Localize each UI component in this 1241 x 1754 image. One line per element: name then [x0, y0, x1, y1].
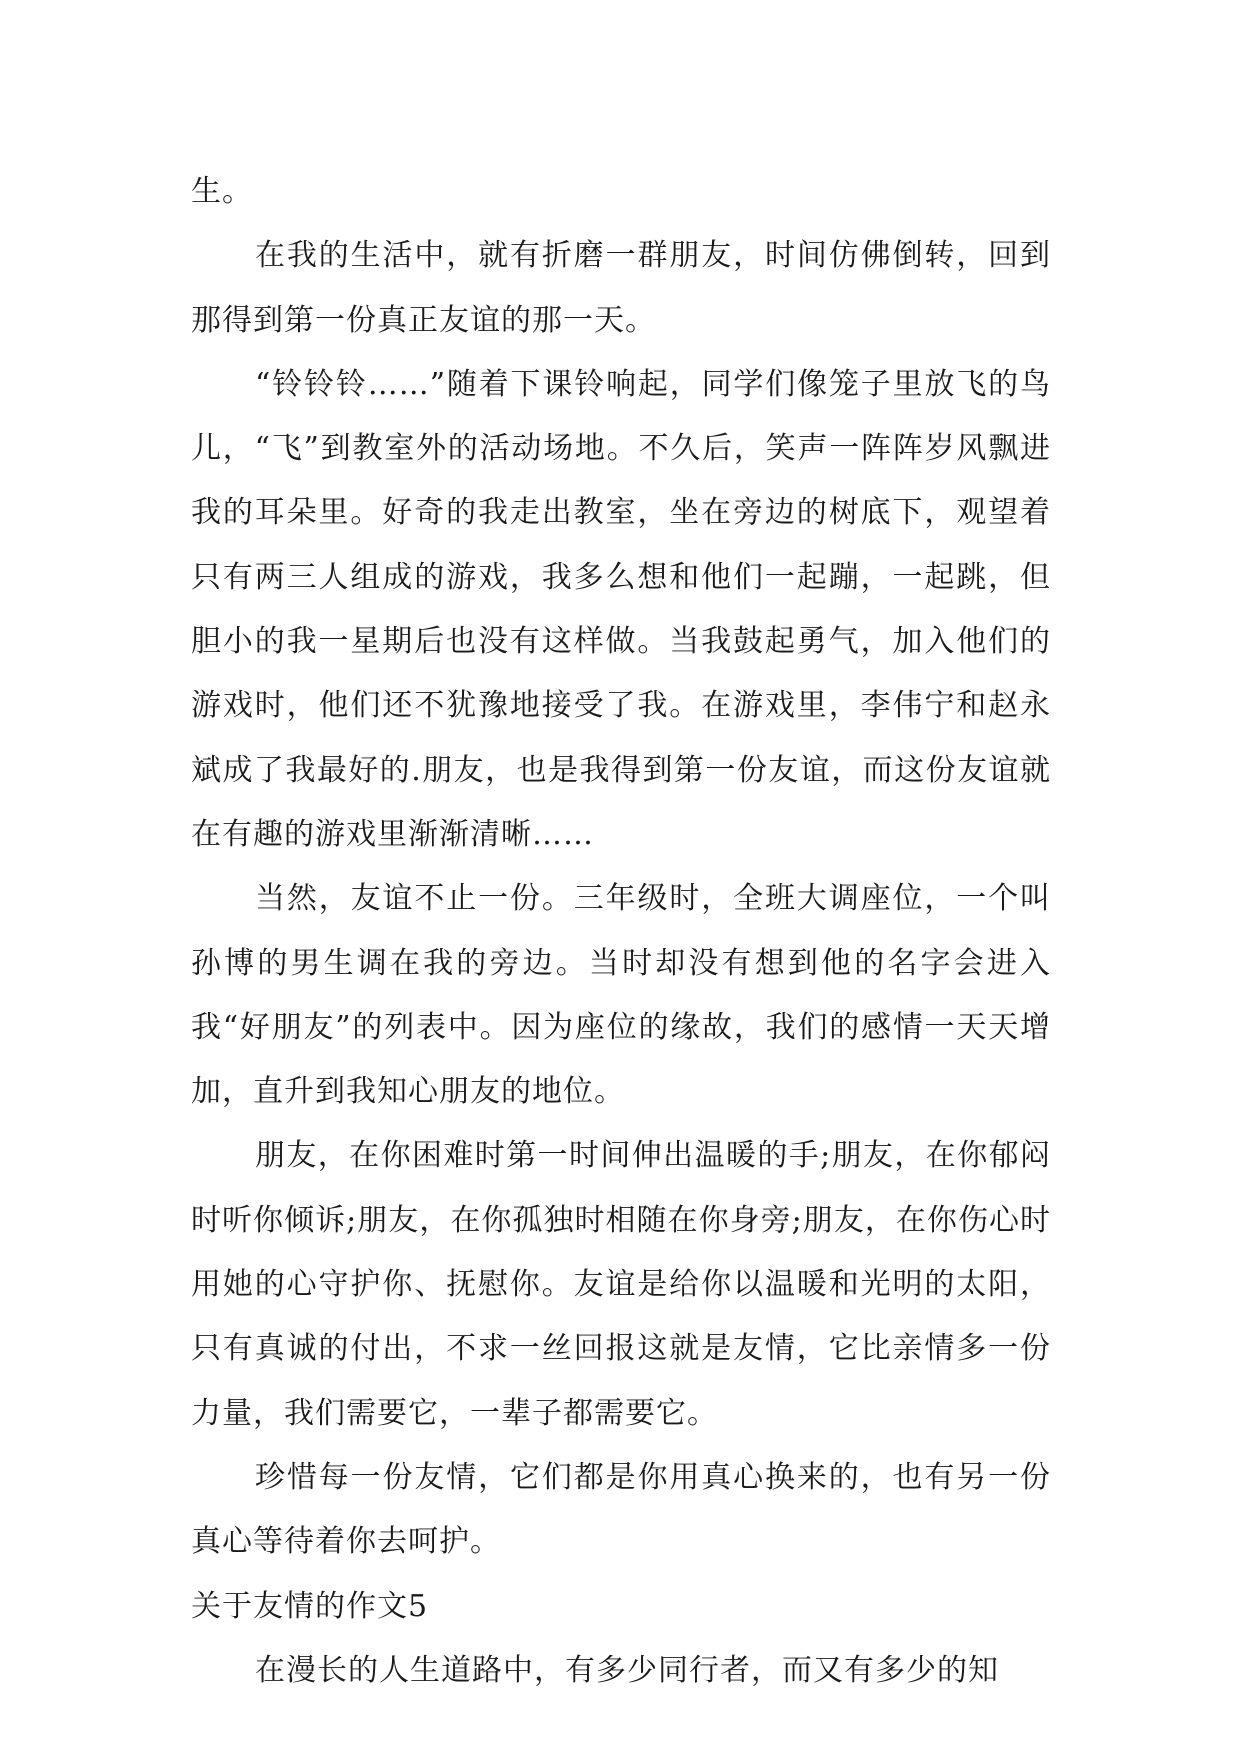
paragraph-5: 朋友，在你困难时第一时间伸出温暖的手;朋友，在你郁闷时听你倾诉;朋友，在你孤独时相随在你身旁;朋友，在你伤心时用她的心守护你、抚慰你。友谊是给你以温暖和光明的太阳，只有真诚的付出，不求一丝回报这就是友情，它比亲情多一份力量，我们需要它，一辈子都需要它。 — [191, 1138, 1051, 1431]
paragraph-3: “铃铃铃……”随着下课铃响起，同学们像笼子里放飞的鸟儿，“飞”到教室外的活动场地。不久后，笑声一阵阵岁风飘进我的耳朵里。好奇的我走出教室，坐在旁边的树底下，观望着只有两三人组成的游戏，我多么想和他们一起蹦，一起跳，但胆小的我一星期后也没有这样做。当我鼓起勇气，加入他们的游戏时，他们还不犹豫地接受了我。在游戏里，李伟宁和赵永斌成了我最好的.朋友，也是我得到第一份友谊，而这份友谊就在有趣的游戏里渐渐清晰…… — [191, 366, 1051, 852]
essay-heading: 关于友情的作文5 — [191, 1588, 429, 1624]
paragraph-4: 当然，友谊不止一份。三年级时，全班大调座位，一个叫孙博的男生调在我的旁边。当时却没有想到他的名字会进入我“好朋友”的列表中。因为座位的缘故，我们的感情一天天增加，直升到我知心朋友的地位。 — [191, 881, 1051, 1110]
paragraph-1: 生。 — [191, 174, 253, 209]
paragraph-2: 在我的生活中，就有折磨一群朋友，时间仿佛倒转，回到那得到第一份真正友谊的那一天。 — [191, 238, 1051, 338]
document-body — [191, 160, 1051, 1703]
paragraph-6: 珍惜每一份友情，它们都是你用真心换来的，也有另一份真心等待着你去呵护。 — [191, 1459, 1051, 1560]
paragraph-7: 在漫长的人生道路中，有多少同行者，而又有多少的知 — [255, 1652, 999, 1688]
